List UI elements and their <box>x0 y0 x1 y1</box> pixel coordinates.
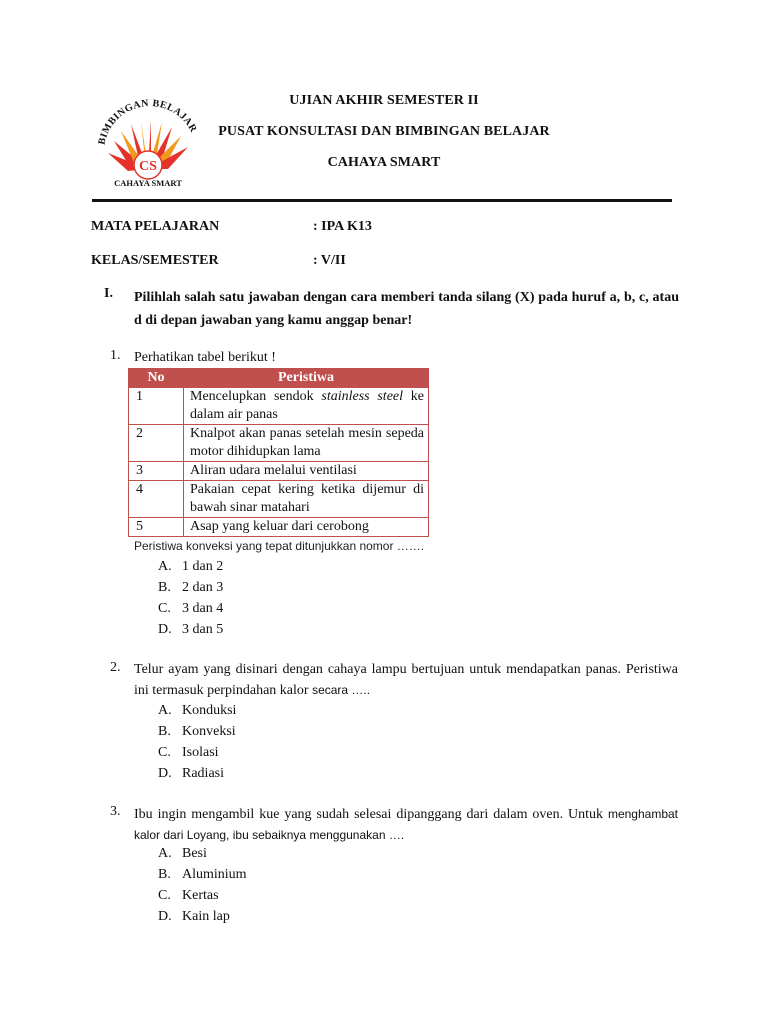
option-b[interactable]: B. Konveksi <box>158 724 236 739</box>
cahaya-smart-logo <box>94 97 202 189</box>
table-row <box>129 425 429 462</box>
question-1-options <box>158 556 223 640</box>
table-cell-event: Aliran udara melalui ventilasi <box>184 462 429 481</box>
header-divider <box>92 199 672 202</box>
option-d[interactable]: D. Kain lap <box>158 909 230 924</box>
table-row <box>129 388 429 425</box>
question-3-text: Ibu ingin mengambil kue yang sudah selesai dipanggang dari dalam oven. Untuk menghambat kalor dari Loyang, ibu sebaiknya menggunakan …. <box>134 807 678 842</box>
table-cell-event: Asap yang keluar dari cerobong <box>184 518 429 537</box>
option-d[interactable]: D. 3 dan 5 <box>158 622 224 637</box>
option-b[interactable]: B. Aluminium <box>158 867 247 882</box>
question-2-options <box>158 700 236 784</box>
question-2-number: 2. <box>110 660 121 675</box>
logo-arc-text: BIMBINGAN BELAJAR <box>96 97 199 146</box>
table-header-row <box>129 369 429 388</box>
table-cell-event: Mencelupkan sendok stainless steel ke dalam air panas <box>184 388 429 425</box>
question-1-prompt: Peristiwa konveksi yang tepat ditunjukkan nomor ……. <box>134 539 425 553</box>
table-cell-no: 2 <box>129 425 184 462</box>
table-cell-event: Pakaian cepat kering ketika dijemur di bawah sinar matahari <box>184 481 429 518</box>
logo-initials: CS <box>139 159 157 174</box>
exam-title: UJIAN AKHIR SEMESTER II <box>289 93 479 108</box>
option-a[interactable]: A. Konduksi <box>158 703 237 718</box>
table-header-no: No <box>129 369 184 388</box>
section-instruction: Pilihlah salah satu jawaban dengan cara memberi tanda silang (X) pada huruf a, b, c, atau d di depan jawaban yang kamu anggap benar! <box>134 290 679 328</box>
table-row <box>129 518 429 537</box>
option-c[interactable]: C. Kertas <box>158 888 219 903</box>
subject-value: : IPA K13 <box>313 219 372 234</box>
section-number: I. <box>104 286 113 301</box>
italic-term: stainless steel <box>321 389 404 404</box>
table-cell-no: 3 <box>129 462 184 481</box>
option-c[interactable]: C. 3 dan 4 <box>158 601 224 616</box>
table-cell-no: 5 <box>129 518 184 537</box>
question-3-options <box>158 843 247 927</box>
class-label: KELAS/SEMESTER <box>91 253 219 268</box>
subject-label: MATA PELAJARAN <box>91 219 220 234</box>
option-a[interactable]: A. 1 dan 2 <box>158 559 224 574</box>
option-d[interactable]: D. Radiasi <box>158 766 224 781</box>
table-cell-no: 4 <box>129 481 184 518</box>
institution-brand: CAHAYA SMART <box>327 155 441 170</box>
option-c[interactable]: C. Isolasi <box>158 745 219 760</box>
institution-name: PUSAT KONSULTASI DAN BIMBINGAN BELAJAR <box>218 124 550 139</box>
option-b[interactable]: B. 2 dan 3 <box>158 580 224 595</box>
question-1-intro: Perhatikan tabel berikut ! <box>134 350 276 365</box>
option-a[interactable]: A. Besi <box>158 846 207 861</box>
question-1-number: 1. <box>110 348 121 363</box>
table-row <box>129 481 429 518</box>
table-row <box>129 462 429 481</box>
question-3-number: 3. <box>110 804 121 819</box>
logo-caption: CAHAYA SMART <box>114 178 182 188</box>
class-value: : V/II <box>313 253 346 268</box>
question-2-text: Telur ayam yang disinari dengan cahaya lampu bertujuan untuk mendapatkan panas. Peristiwa ini termasuk perpindahan kalor secara ….. <box>134 662 678 698</box>
table-header-event: Peristiwa <box>184 369 429 388</box>
table-cell-event: Knalpot akan panas setelah mesin sepeda motor dihidupkan lama <box>184 425 429 462</box>
table-cell-no: 1 <box>129 388 184 425</box>
events-table <box>128 368 429 537</box>
